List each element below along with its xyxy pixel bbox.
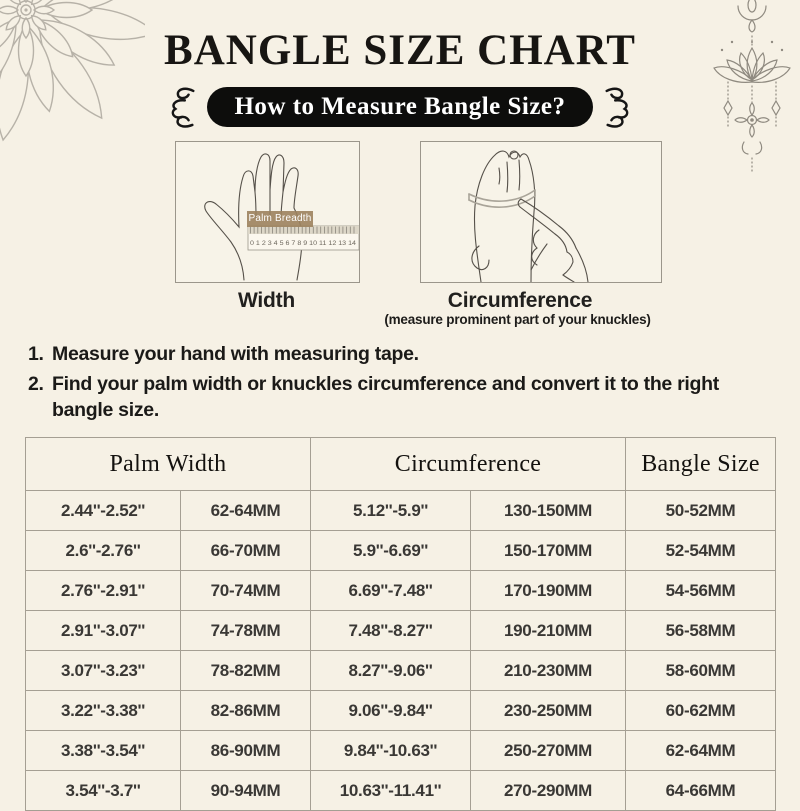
table-cell: 8.27''-9.06'' [311,651,471,691]
table-cell: 9.06''-9.84'' [311,691,471,731]
table-row [26,651,776,691]
table-row [26,531,776,571]
table-cell: 3.54''-3.7'' [26,771,181,811]
width-illustration-box [175,141,360,283]
size-table-body [26,491,776,811]
table-row [26,771,776,811]
table-cell: 58-60MM [626,651,776,691]
table-header: Bangle Size [626,438,776,491]
table-cell: 70-74MM [181,571,311,611]
step-text: Find your palm width or knuckles circumference and convert it to the right bangle size. [52,373,719,421]
banner-row [0,85,800,129]
table-cell: 78-82MM [181,651,311,691]
right-flourish-icon [602,85,636,129]
measuring-tape-band [469,190,535,207]
circumference-illustration-box [420,141,662,283]
instruction-step-2 [28,371,734,423]
table-cell: 5.9''-6.69'' [311,531,471,571]
table-cell: 3.22''-3.38'' [26,691,181,731]
table-row [26,731,776,771]
table-cell: 210-230MM [471,651,626,691]
size-table-head-row [26,438,776,491]
table-cell: 2.91''-3.07'' [26,611,181,651]
left-flourish-icon [164,85,198,129]
step-text: Measure your hand with measuring tape. [52,343,419,365]
table-cell: 82-86MM [181,691,311,731]
table-cell: 250-270MM [471,731,626,771]
table-row [26,611,776,651]
table-cell: 54-56MM [626,571,776,611]
table-cell: 3.07''-3.23'' [26,651,181,691]
table-row [26,571,776,611]
table-row [26,491,776,531]
table-cell: 7.48''-8.27'' [311,611,471,651]
instruction-step-1 [28,341,734,367]
page-title: BANGLE SIZE CHART [164,27,636,74]
table-cell: 130-150MM [471,491,626,531]
circumference-note: (measure prominent part of your knuckles) [384,312,651,327]
table-cell: 9.84''-10.63'' [311,731,471,771]
table-cell: 90-94MM [181,771,311,811]
table-cell: 52-54MM [626,531,776,571]
palm-breadth-tag: Palm Breadth [247,211,313,227]
table-header: Palm Width [26,438,311,491]
ruler-numbers: 0 1 2 3 4 5 6 7 8 9 10 11 12 13 14 [250,240,357,247]
step-number: 2. [28,373,44,395]
table-cell: 62-64MM [626,731,776,771]
table-cell: 150-170MM [471,531,626,571]
table-header: Circumference [311,438,626,491]
table-cell: 3.38''-3.54'' [26,731,181,771]
table-cell: 50-52MM [626,491,776,531]
table-row [26,691,776,731]
table-cell: 5.12''-5.9'' [311,491,471,531]
banner-pill: How to Measure Bangle Size? [207,87,592,127]
table-cell: 170-190MM [471,571,626,611]
bangle-size-table [25,437,776,811]
table-cell: 230-250MM [471,691,626,731]
ruler [248,226,359,250]
hands-measuring-knuckles-illustration [421,142,661,282]
table-cell: 270-290MM [471,771,626,811]
table-cell: 2.6''-2.76'' [26,531,181,571]
table-cell: 190-210MM [471,611,626,651]
step-number: 1. [28,343,44,365]
width-caption: Width [237,289,296,312]
table-cell: 64-66MM [626,771,776,811]
table-cell: 6.69''-7.48'' [311,571,471,611]
table-cell: 56-58MM [626,611,776,651]
circumference-caption: Circumference [447,289,593,312]
pointing-hand [518,199,588,282]
table-cell: 66-70MM [181,531,311,571]
instructions-list [28,341,734,427]
table-cell: 60-62MM [626,691,776,731]
table-cell: 86-90MM [181,731,311,771]
table-cell: 74-78MM [181,611,311,651]
table-cell: 2.76''-2.91'' [26,571,181,611]
table-cell: 10.63''-11.41'' [311,771,471,811]
table-cell: 2.44''-2.52'' [26,491,181,531]
table-cell: 62-64MM [181,491,311,531]
